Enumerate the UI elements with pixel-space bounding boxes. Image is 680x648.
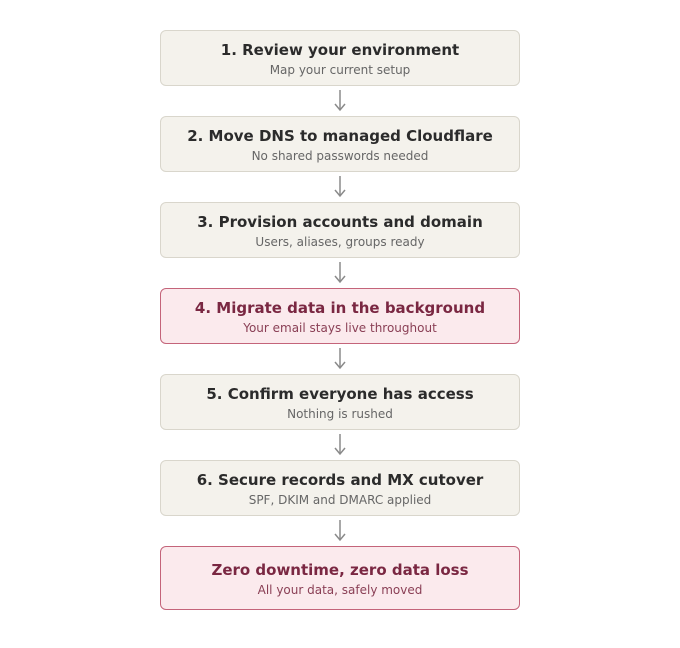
- step-migrate-data: [160, 288, 520, 344]
- outcome-subtitle: All your data, safely moved: [257, 583, 423, 597]
- step-title: 2. Move DNS to managed Cloudflare: [187, 127, 493, 145]
- step-subtitle: Your email stays live throughout: [243, 321, 437, 335]
- down-arrow-icon: [160, 516, 520, 546]
- step-subtitle: Nothing is rushed: [287, 407, 393, 421]
- step-title: 5. Confirm everyone has access: [206, 385, 474, 403]
- step-mx-cutover: [160, 460, 520, 516]
- step-subtitle: Map your current setup: [269, 63, 411, 77]
- step-subtitle: Users, aliases, groups ready: [255, 235, 425, 249]
- step-subtitle: No shared passwords needed: [251, 149, 429, 163]
- step-title: 4. Migrate data in the background: [194, 299, 486, 317]
- down-arrow-icon: [160, 172, 520, 202]
- step-title: 3. Provision accounts and domain: [197, 213, 483, 231]
- outcome-zero-downtime: [160, 546, 520, 610]
- step-provision-accounts: [160, 202, 520, 258]
- step-subtitle: SPF, DKIM and DMARC applied: [248, 493, 432, 507]
- outcome-title: Zero downtime, zero data loss: [211, 561, 469, 579]
- down-arrow-icon: [160, 344, 520, 374]
- step-confirm-access: [160, 374, 520, 430]
- step-title: 6. Secure records and MX cutover: [196, 471, 484, 489]
- down-arrow-icon: [160, 86, 520, 116]
- migration-flowchart: [160, 30, 520, 610]
- step-review-environment: [160, 30, 520, 86]
- down-arrow-icon: [160, 258, 520, 288]
- step-move-dns: [160, 116, 520, 172]
- step-title: 1. Review your environment: [220, 41, 460, 59]
- down-arrow-icon: [160, 430, 520, 460]
